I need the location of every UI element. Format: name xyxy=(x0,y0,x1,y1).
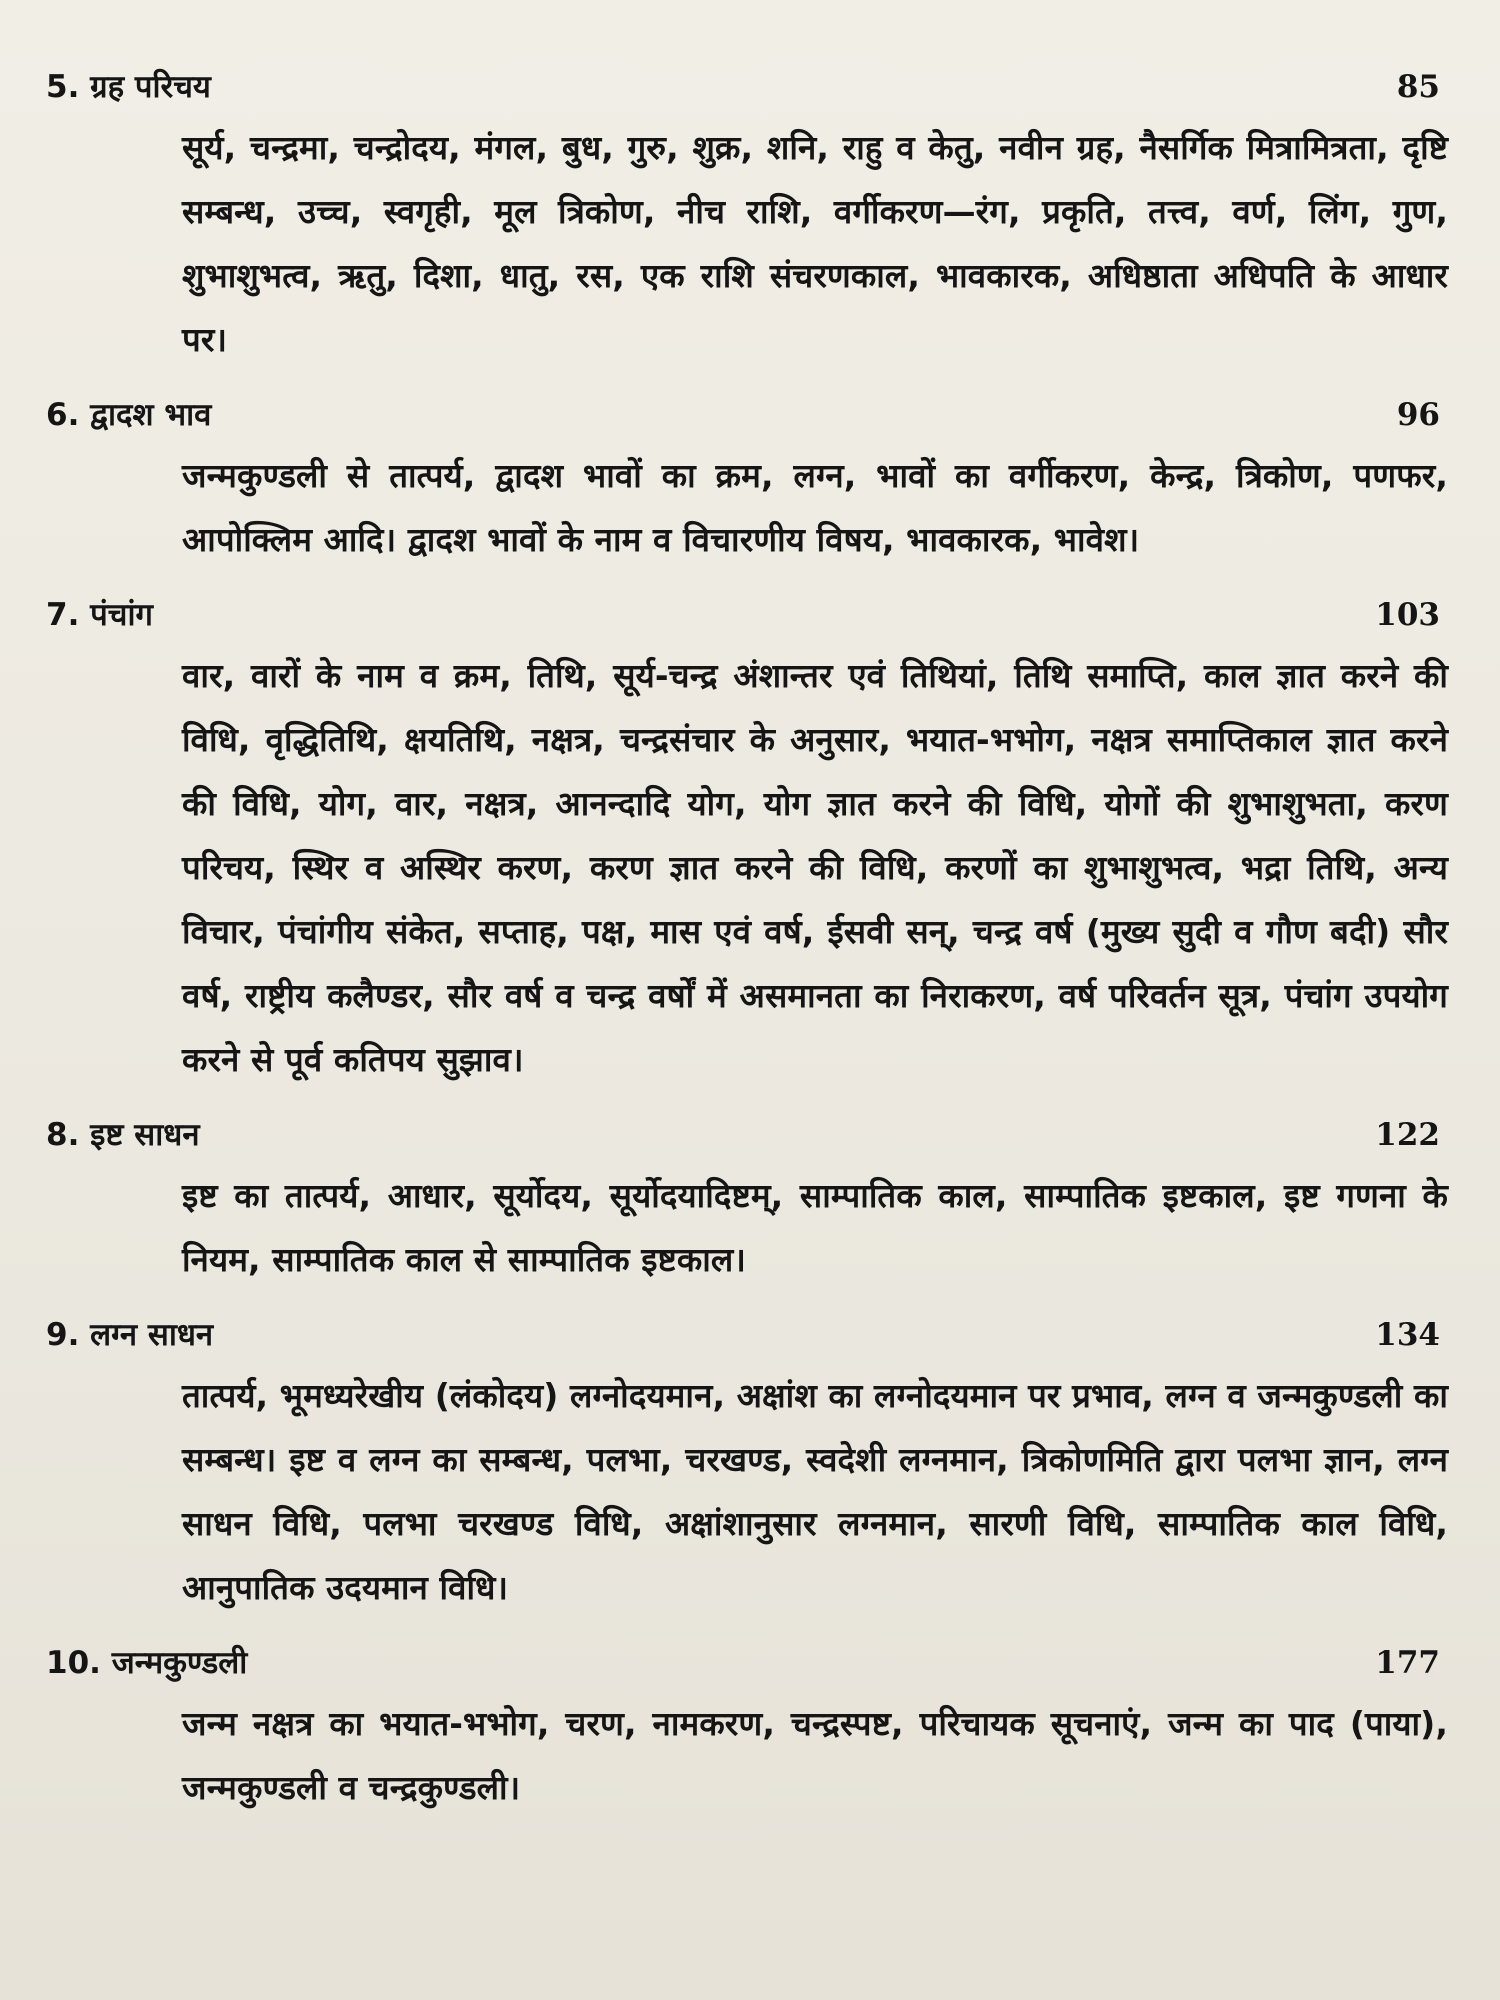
chapter-number: 10. xyxy=(46,1645,101,1681)
chapter-title: पंचांग xyxy=(90,597,153,633)
chapter-topics: तात्पर्य, भूमध्यरेखीय (लंकोदय) लग्नोदयमान, अक्षांश का लग्नोदयमान पर प्रभाव, लग्न व जन्मकुण्डली का सम्बन्ध। इष्ट व लग्न का सम्बन्ध, पलभा, चरखण्ड, स्वदेशी लग्नमान, त्रिकोणमिति द्वारा पलभा ज्ञान, लग्न साधन विधि, पलभा चरखण्ड विधि, अक्षांशानुसार लग्नमान, सारणी विधि, साम्पातिक काल विधि, आनुपातिक उदयमान विधि। xyxy=(182,1376,1448,1607)
chapter-heading xyxy=(46,1634,247,1692)
toc-entry-header xyxy=(46,1106,1448,1164)
chapter-topics: इष्ट का तात्पर्य, आधार, सूर्योदय, सूर्योदयादिष्टम्, साम्पातिक काल, साम्पातिक इष्टकाल, इष्ट गणना के नियम, साम्पातिक काल से साम्पातिक इष्टकाल। xyxy=(182,1176,1448,1279)
chapter-topics: सूर्य, चन्द्रमा, चन्द्रोदय, मंगल, बुध, गुरु, शुक्र, शनि, राहु व केतु, नवीन ग्रह, नैसर्गिक मित्रामित्रता, दृष्टि सम्बन्ध, उच्च, स्वगृही, मूल त्रिकोण, नीच राशि, वर्गीकरण—रंग, प्रकृति, तत्त्व, वर्ण, लिंग, गुण, शुभाशुभत्व, ऋतु, दिशा, धातु, रस, एक राशि संचरणकाल, भावकारक, अधिष्ठाता अधिपति के आधार पर। xyxy=(182,128,1449,359)
chapter-number: 8. xyxy=(46,1117,80,1153)
toc-entry-header xyxy=(46,1634,1448,1692)
toc-entry-header xyxy=(46,1306,1448,1364)
toc-entry-9 xyxy=(46,1306,1448,1620)
chapter-heading xyxy=(46,586,153,644)
chapter-topics: जन्मकुण्डली से तात्पर्य, द्वादश भावों का क्रम, लग्न, भावों का वर्गीकरण, केन्द्र, त्रिकोण, पणफर, आपोक्लिम आदि। द्वादश भावों के नाम व विचारणीय विषय, भावकारक, भावेश। xyxy=(182,456,1448,559)
chapter-title: जन्मकुण्डली xyxy=(111,1645,248,1681)
chapter-number: 5. xyxy=(46,69,80,105)
page-number: 85 xyxy=(1396,69,1440,105)
page-number: 96 xyxy=(1396,397,1440,433)
chapter-topics: वार, वारों के नाम व क्रम, तिथि, सूर्य-चन्द्र अंशान्तर एवं तिथियां, तिथि समाप्ति, काल ज्ञात करने की विधि, वृद्धितिथि, क्षयतिथि, नक्षत्र, चन्द्रसंचार के अनुसार, भयात-भभोग, नक्षत्र समाप्तिकाल ज्ञात करने की विधि, योग, वार, नक्षत्र, आनन्दादि योग, योग ज्ञात करने की विधि, योगों की शुभाशुभता, करण परिचय, स्थिर व अस्थिर करण, करण ज्ञात करने की विधि, करणों का शुभाशुभत्व, भद्रा तिथि, अन्य विचार, पंचांगीय संकेत, सप्ताह, पक्ष, मास एवं वर्ष, ईसवी सन्, चन्द्र वर्ष (मुख्य सुदी व गौण बदी) सौर वर्ष, राष्ट्रीय कलैण्डर, सौर वर्ष व चन्द्र वर्षों में असमानता का निराकरण, वर्ष परिवर्तन सूत्र, पंचांग उपयोग करने से पूर्व कतिपय सुझाव। xyxy=(182,656,1448,1079)
toc-entry-6 xyxy=(46,386,1448,572)
chapter-topics: जन्म नक्षत्र का भयात-भभोग, चरण, नामकरण, चन्द्रस्पष्ट, परिचायक सूचनाएं, जन्म का पाद (पाया), जन्मकुण्डली व चन्द्रकुण्डली। xyxy=(182,1704,1448,1807)
chapter-title: इष्ट साधन xyxy=(90,1117,200,1153)
page-number: 122 xyxy=(1375,1117,1440,1153)
toc-entry-header xyxy=(46,58,1448,116)
page-number: 103 xyxy=(1375,597,1440,633)
toc-entry-header xyxy=(46,586,1448,644)
chapter-heading xyxy=(46,58,211,116)
toc-entry-8 xyxy=(46,1106,1448,1292)
toc-entry-10 xyxy=(46,1634,1448,1820)
toc-entry-7 xyxy=(46,586,1448,1092)
chapter-number: 6. xyxy=(46,397,80,433)
page-number: 177 xyxy=(1375,1645,1440,1681)
chapter-heading xyxy=(46,1306,213,1364)
chapter-heading xyxy=(46,1106,200,1164)
toc-entry-5 xyxy=(46,58,1448,372)
chapter-title: ग्रह परिचय xyxy=(90,69,211,105)
chapter-heading xyxy=(46,386,211,444)
chapter-number: 9. xyxy=(46,1317,80,1353)
chapter-title: लग्न साधन xyxy=(90,1317,214,1353)
page-number: 134 xyxy=(1375,1317,1440,1353)
chapter-number: 7. xyxy=(46,597,80,633)
toc-entry-header xyxy=(46,386,1448,444)
chapter-title: द्वादश भाव xyxy=(90,397,212,433)
